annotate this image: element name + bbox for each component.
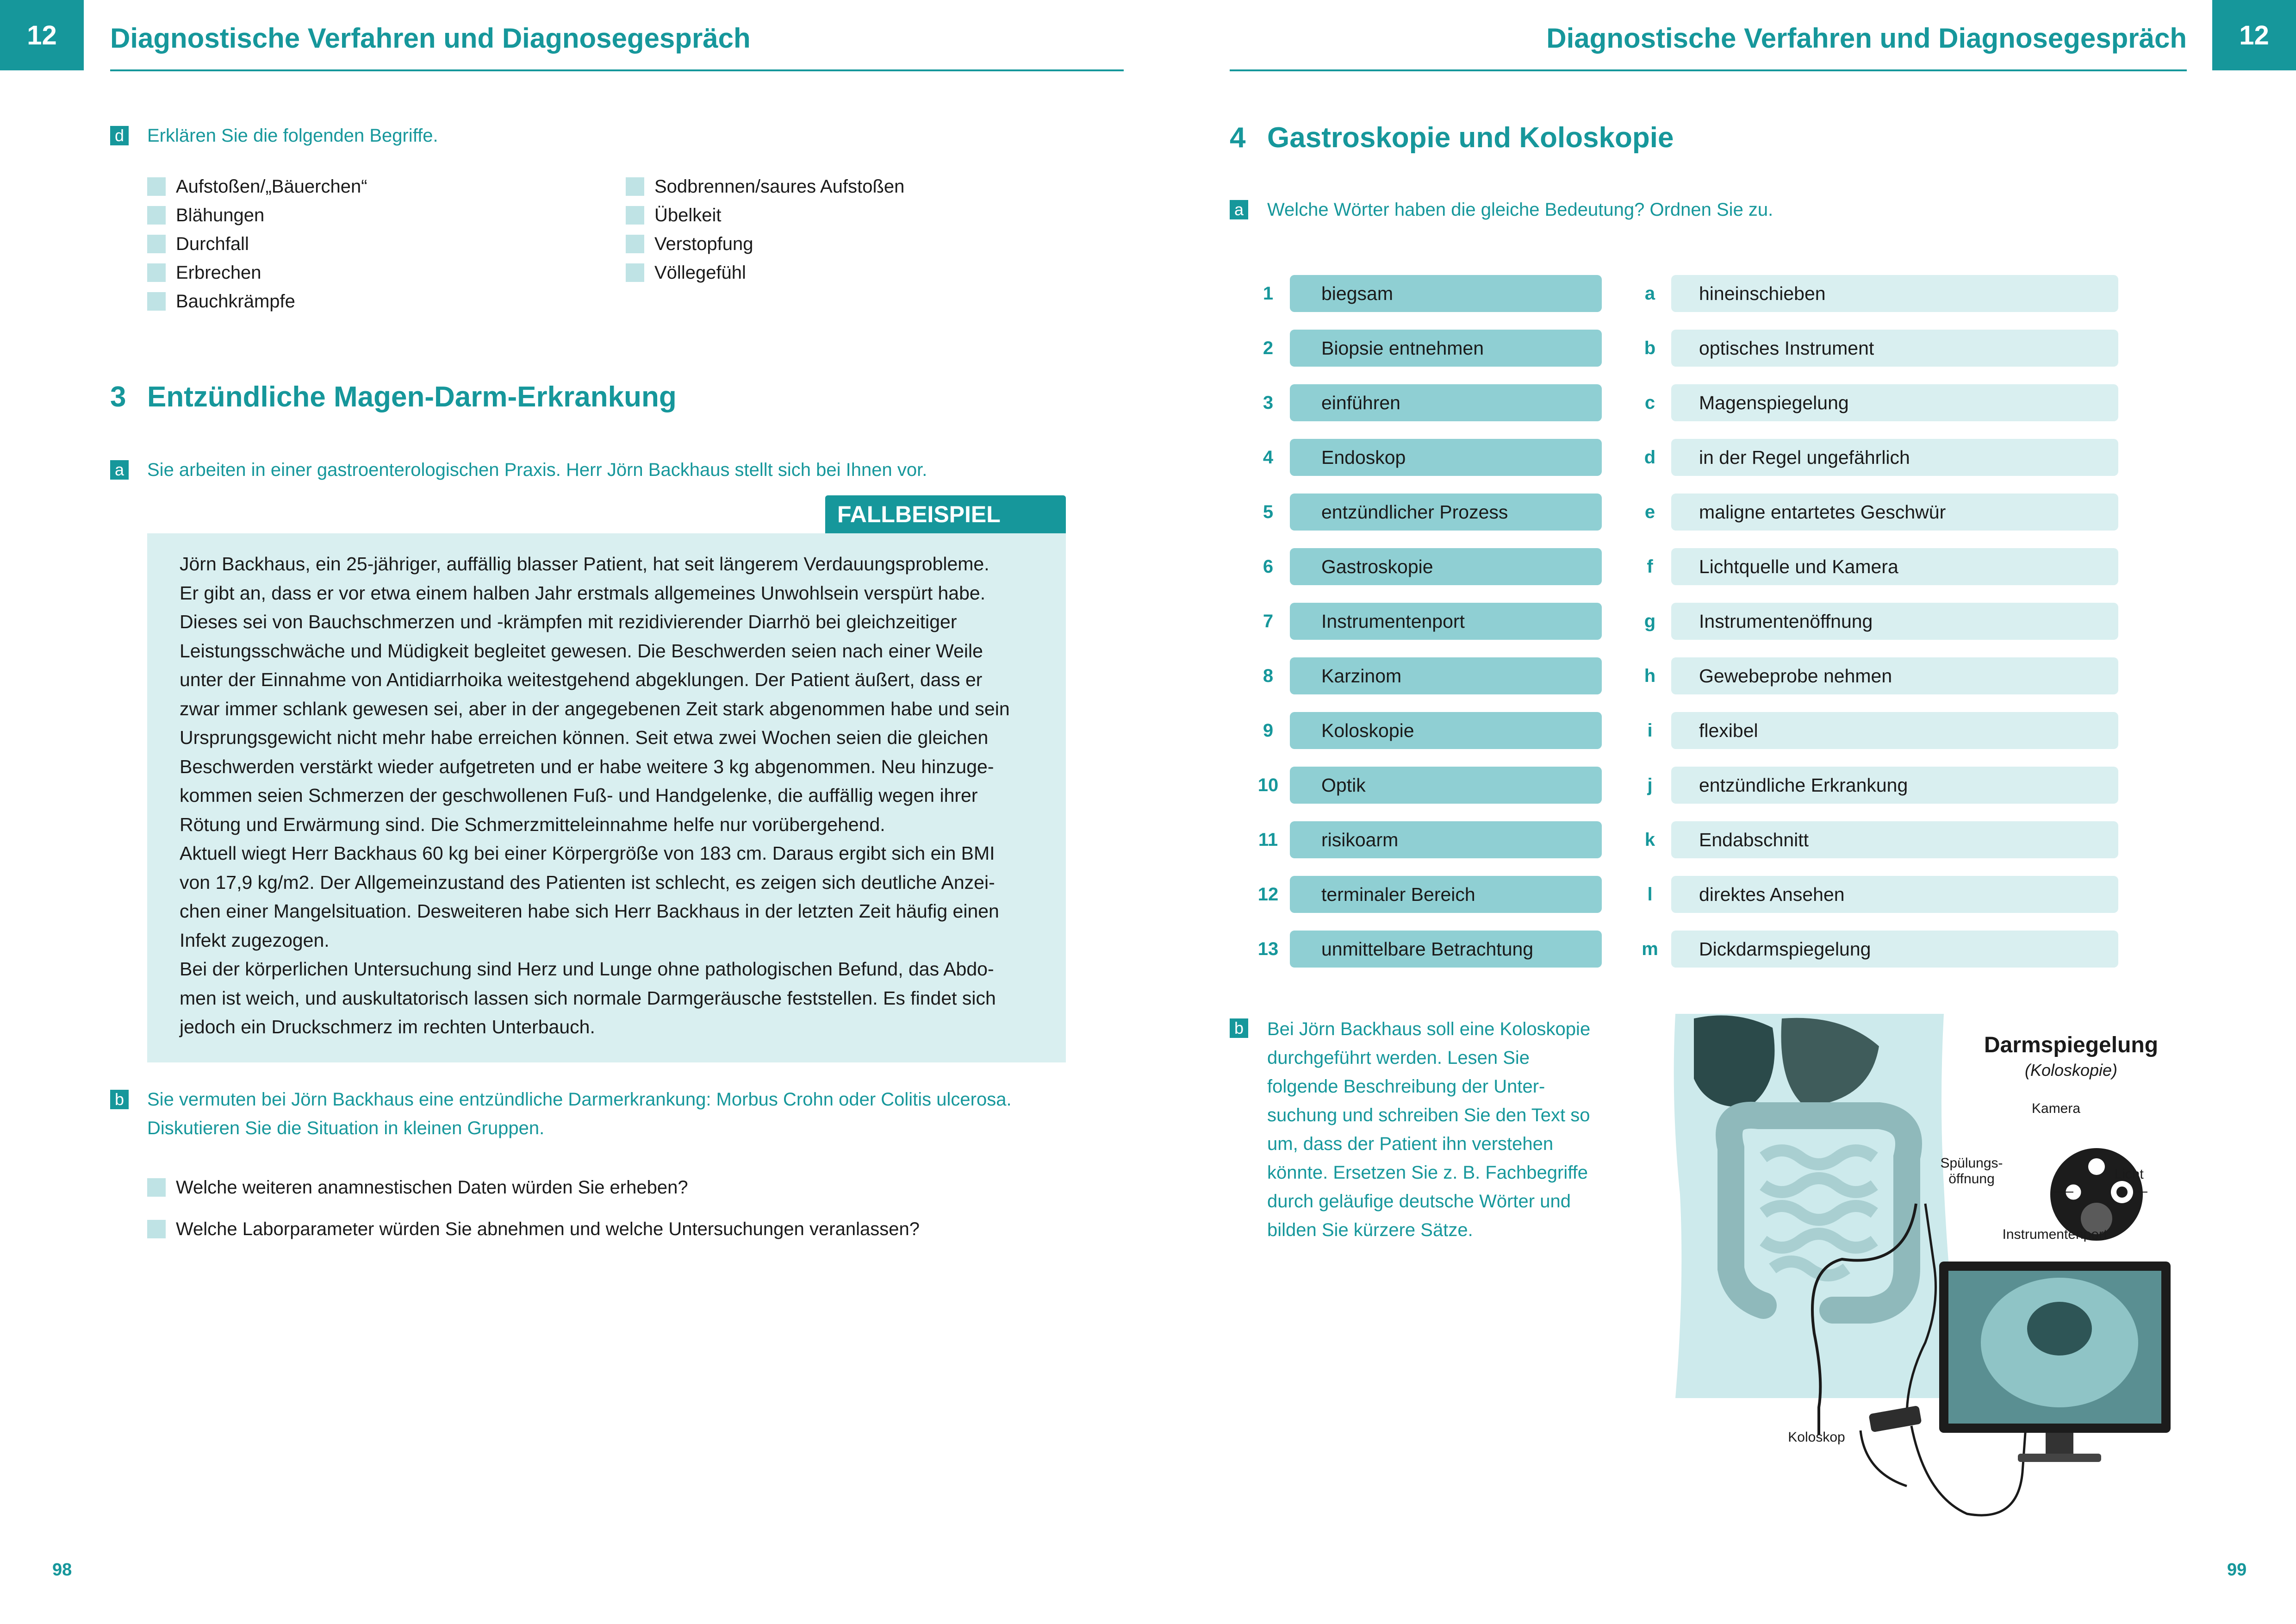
case-study-line: Infekt zugezogen.	[180, 929, 330, 951]
match-letter: a	[1644, 283, 1655, 304]
match-term-left[interactable]: Koloskopie	[1290, 712, 1602, 749]
label-light: Licht	[2114, 1167, 2144, 1182]
term-list-col1	[147, 172, 367, 316]
checkbox-icon[interactable]	[147, 206, 166, 225]
match-term-right[interactable]: in der Regel ungefährlich	[1671, 439, 2118, 476]
term-label: Sodbrennen/saures Aufstoßen	[654, 176, 905, 197]
task-tag-d	[110, 126, 129, 145]
case-study-line: Aktuell wiegt Herr Backhaus 60 kg bei einer Körpergröße von 183 cm. Daraus ergibt sich ein BMI	[180, 843, 995, 864]
chapter-number: 12	[27, 20, 57, 50]
case-study-line: Beschwerden verstärkt wieder aufgetreten und er habe weitere 3 kg abgenommen. Neu hinzuge-	[180, 756, 994, 777]
term-item	[147, 287, 367, 316]
match-term-left[interactable]: risikoarm	[1290, 821, 1602, 858]
match-number: 13	[1257, 939, 1279, 959]
match-term-right[interactable]: direktes Ansehen	[1671, 876, 2118, 913]
label-flush	[1932, 1156, 2011, 1187]
case-study-line: jedoch ein Druckschmerz im rechten Unterbauch.	[180, 1016, 595, 1037]
match-letter: g	[1644, 611, 1656, 631]
checkbox-icon[interactable]	[147, 235, 166, 253]
case-study-line: chen einer Mangelsituation. Desweiteren habe sich Herr Backhaus in der letzten Zeit häufig einen	[180, 900, 999, 922]
case-study-box	[147, 533, 1066, 1062]
checkbox-icon[interactable]	[626, 206, 644, 225]
match-term-left[interactable]: Karzinom	[1290, 657, 1602, 694]
term-label: Erbrechen	[176, 262, 261, 283]
match-term-left[interactable]: unmittelbare Betrachtung	[1290, 931, 1602, 968]
match-term-left[interactable]: Gastroskopie	[1290, 548, 1602, 585]
match-number: 10	[1257, 775, 1279, 795]
term-label: Bauchkrämpfe	[176, 291, 295, 312]
match-term-right[interactable]: Magenspiegelung	[1671, 384, 2118, 421]
term-label: Verstopfung	[654, 233, 753, 254]
liver-shape	[1694, 1015, 1774, 1107]
task-tag-letter: b	[114, 1090, 124, 1109]
task-tag-b	[1230, 1018, 1248, 1038]
match-term-right[interactable]: Instrumentenöffnung	[1671, 603, 2118, 640]
match-term-right[interactable]: Dickdarmspiegelung	[1671, 931, 2118, 968]
task-4a-instruction: Welche Wörter haben die gleiche Bedeutung? Ordnen Sie zu.	[1267, 200, 1773, 220]
match-letter: i	[1647, 720, 1653, 741]
question-item	[147, 1167, 920, 1208]
checkbox-icon[interactable]	[147, 1220, 166, 1238]
match-term-left[interactable]: Optik	[1290, 767, 1602, 804]
match-letter: h	[1644, 666, 1656, 686]
section-3-title: Entzündliche Magen-Darm-Erkrankung	[147, 381, 677, 413]
case-study-line: unter der Einnahme von Antidiarrhoika weitestgehend abgeklungen. Der Patient äußert, dass er	[180, 669, 983, 690]
page-number-right: 99	[2227, 1560, 2247, 1580]
section-4-number: 4	[1230, 122, 1246, 154]
match-term-left[interactable]: Endoskop	[1290, 439, 1602, 476]
scope-handpiece	[1868, 1405, 1922, 1432]
task-tag-a	[110, 460, 129, 480]
match-term-right[interactable]: Gewebeprobe nehmen	[1671, 657, 2118, 694]
match-term-right[interactable]: Lichtquelle und Kamera	[1671, 548, 2118, 585]
label-flush-line1: Spülungs-	[1940, 1156, 2003, 1171]
match-letter: b	[1644, 338, 1656, 358]
task-3b-line2: Diskutieren Sie die Situation in kleinen Gruppen.	[147, 1118, 545, 1138]
match-number: 1	[1263, 283, 1274, 304]
task-3b-instruction	[147, 1085, 1012, 1143]
match-term-left[interactable]: biegsam	[1290, 275, 1602, 312]
case-study-line: zwar immer schlank gewesen sei, aber in der angegebenen Zeit stark abgenommen habe und sein	[180, 698, 1010, 719]
task-tag-letter: a	[1234, 200, 1244, 219]
task-4b-line: könnte. Ersetzen Sie z. B. Fachbegriffe	[1267, 1162, 1588, 1183]
task-4b-line: bilden Sie kürzere Sätze.	[1267, 1220, 1473, 1240]
case-study-line: men ist weich, und auskultatorisch lassen sich normale Darmgeräusche feststellen. Es findet sich	[180, 987, 996, 1009]
task-tag-b	[110, 1090, 129, 1109]
chapter-number: 12	[2239, 20, 2269, 50]
term-item	[626, 230, 904, 258]
match-number: 12	[1257, 884, 1279, 905]
match-term-left[interactable]: Biopsie entnehmen	[1290, 330, 1602, 367]
task-4b-line: folgende Beschreibung der Unter-	[1267, 1076, 1545, 1097]
match-term-right[interactable]: Endabschnitt	[1671, 821, 2118, 858]
checkbox-icon[interactable]	[626, 235, 644, 253]
match-number: 2	[1263, 338, 1274, 358]
match-term-right[interactable]: entzündliche Erkrankung	[1671, 767, 2118, 804]
case-study-text	[180, 550, 1050, 1042]
task-tag-a	[1230, 200, 1248, 219]
chapter-number-box-left	[0, 0, 84, 70]
question-item	[147, 1208, 920, 1250]
term-label: Aufstoßen/„Bäuerchen“	[176, 176, 367, 197]
case-study-line: Ursprungsgewicht nicht mehr habe erreichen können. Seit etwa zwei Wochen seien die gleichen	[180, 727, 989, 748]
question-label: Welche weiteren anamnestischen Daten würden Sie erheben?	[176, 1177, 688, 1198]
match-letter: j	[1647, 775, 1653, 795]
illustration-title-block	[1944, 1032, 2198, 1080]
task-4b-line: durch geläufige deutsche Wörter und	[1267, 1191, 1571, 1212]
match-term-right[interactable]: maligne entartetes Geschwür	[1671, 493, 2118, 531]
case-study-line: Er gibt an, dass er vor etwa einem halben Jahr erstmals allgemeines Unwohlsein verspürt habe.	[180, 582, 986, 604]
term-list-col2	[626, 172, 904, 287]
match-number: 9	[1263, 720, 1274, 741]
page-number-left: 98	[52, 1560, 72, 1580]
case-study-line: Rötung und Erwärmung sind. Die Schmerzmitteleinnahme helfe nur vorübergehend.	[180, 813, 885, 835]
match-term-left[interactable]: terminaler Bereich	[1290, 876, 1602, 913]
match-number: 8	[1263, 666, 1274, 686]
term-item	[626, 258, 904, 287]
term-item	[147, 258, 367, 287]
section-3-number: 3	[110, 381, 126, 413]
match-letter: m	[1642, 939, 1658, 959]
match-number: 11	[1258, 830, 1278, 850]
match-letter: d	[1644, 447, 1656, 468]
task-d-instruction: Erklären Sie die folgenden Begriffe.	[147, 125, 438, 146]
checkbox-icon[interactable]	[626, 263, 644, 282]
task-4b-line: durchgeführt werden. Lesen Sie	[1267, 1048, 1530, 1068]
task-3b-line1: Sie vermuten bei Jörn Backhaus eine entzündliche Darmerkrankung: Morbus Crohn oder Colitis ulcerosa.	[147, 1089, 1012, 1110]
checkbox-icon[interactable]	[147, 292, 166, 311]
case-study-line: von 17,9 kg/m2. Der Allgemeinzustand des Patienten ist schlecht, es zeigen sich deutliche Anzei-	[180, 871, 995, 893]
label-camera: Kamera	[2032, 1101, 2081, 1116]
task-tag-letter: b	[1234, 1018, 1244, 1037]
monitor-stand	[2018, 1454, 2101, 1462]
match-letter: c	[1644, 393, 1655, 413]
match-letter: k	[1644, 830, 1655, 850]
term-item	[626, 201, 904, 230]
running-head-right: Diagnostische Verfahren und Diagnosegespräch	[1546, 23, 2187, 54]
label-instrument-port: Instrumentenport	[2002, 1227, 2108, 1242]
checkbox-icon[interactable]	[147, 263, 166, 282]
section-4-title: Gastroskopie und Koloskopie	[1267, 122, 1674, 154]
term-item	[626, 172, 904, 201]
term-item	[147, 230, 367, 258]
task-4b-line: Bei Jörn Backhaus soll eine Koloskopie	[1267, 1019, 1591, 1039]
match-term-left[interactable]: einführen	[1290, 384, 1602, 421]
term-label: Völlegefühl	[654, 262, 746, 283]
task-4b-line: suchung und schreiben Sie den Text so	[1267, 1105, 1590, 1125]
match-term-left[interactable]: entzündlicher Prozess	[1290, 493, 1602, 531]
header-rule-right	[1230, 69, 2187, 71]
term-item	[147, 201, 367, 230]
question-label: Welche Laborparameter würden Sie abnehmen und welche Untersuchungen veranlassen?	[176, 1218, 920, 1239]
task-3a-instruction: Sie arbeiten in einer gastroenterologischen Praxis. Herr Jörn Backhaus stellt sich bei Ihnen vor.	[147, 460, 927, 480]
match-letter: l	[1647, 884, 1653, 905]
question-list	[147, 1167, 920, 1250]
checkbox-icon[interactable]	[147, 177, 166, 196]
running-head-left: Diagnostische Verfahren und Diagnosegespräch	[110, 23, 751, 54]
task-tag-letter: d	[114, 126, 124, 145]
match-term-left[interactable]: Instrumentenport	[1290, 603, 1602, 640]
task-4b-instruction	[1267, 1015, 1590, 1244]
label-flush-line2: öffnung	[1948, 1171, 1995, 1187]
case-study-label: FALLBEISPIEL	[825, 495, 1066, 533]
case-study-line: Dieses sei von Bauchschmerzen und -krämpfen mit rezidivierender Diarrhö bei gleichzeitiger	[180, 611, 957, 632]
match-number: 5	[1263, 502, 1274, 522]
case-study-line: Leistungsschwäche und Müdigkeit begleitet gewesen. Die Beschwerden seien nach einer Weile	[180, 640, 983, 662]
match-term-right[interactable]: hineinschieben	[1671, 275, 2118, 312]
illustration-title: Darmspiegelung	[1984, 1033, 2159, 1057]
match-letter: e	[1644, 502, 1655, 522]
illustration-subtitle: (Koloskopie)	[2024, 1061, 2118, 1080]
case-study-line: Bei der körperlichen Untersuchung sind Herz und Lunge ohne pathologischen Befund, das Abdo-	[180, 958, 994, 980]
checkbox-icon[interactable]	[626, 177, 644, 196]
checkbox-icon[interactable]	[147, 1178, 166, 1197]
match-number: 7	[1263, 611, 1274, 631]
case-study-line: Jörn Backhaus, ein 25-jähriger, auffällig blasser Patient, hat seit längerem Verdauungsprobleme.	[180, 553, 989, 575]
match-term-right[interactable]: flexibel	[1671, 712, 2118, 749]
match-term-right[interactable]: optisches Instrument	[1671, 330, 2118, 367]
match-letter: f	[1647, 556, 1653, 577]
term-label: Durchfall	[176, 233, 249, 254]
chapter-number-box-right	[2212, 0, 2296, 70]
term-label: Übelkeit	[654, 205, 722, 225]
label-colonoscope: Koloskop	[1788, 1430, 1845, 1445]
match-number: 3	[1263, 393, 1274, 413]
task-tag-letter: a	[114, 460, 124, 479]
header-rule-left	[110, 69, 1124, 71]
term-item	[147, 172, 367, 201]
task-4b-line: um, dass der Patient ihn verstehen	[1267, 1134, 1554, 1154]
case-study-line: kommen seien Schmerzen der geschwollenen Fuß- und Handgelenke, die auffällig wegen ihrer	[180, 785, 978, 806]
term-label: Blähungen	[176, 205, 265, 225]
colonoscopy-illustration	[1666, 1009, 2184, 1528]
match-number: 6	[1263, 556, 1274, 577]
match-number: 4	[1263, 447, 1274, 468]
